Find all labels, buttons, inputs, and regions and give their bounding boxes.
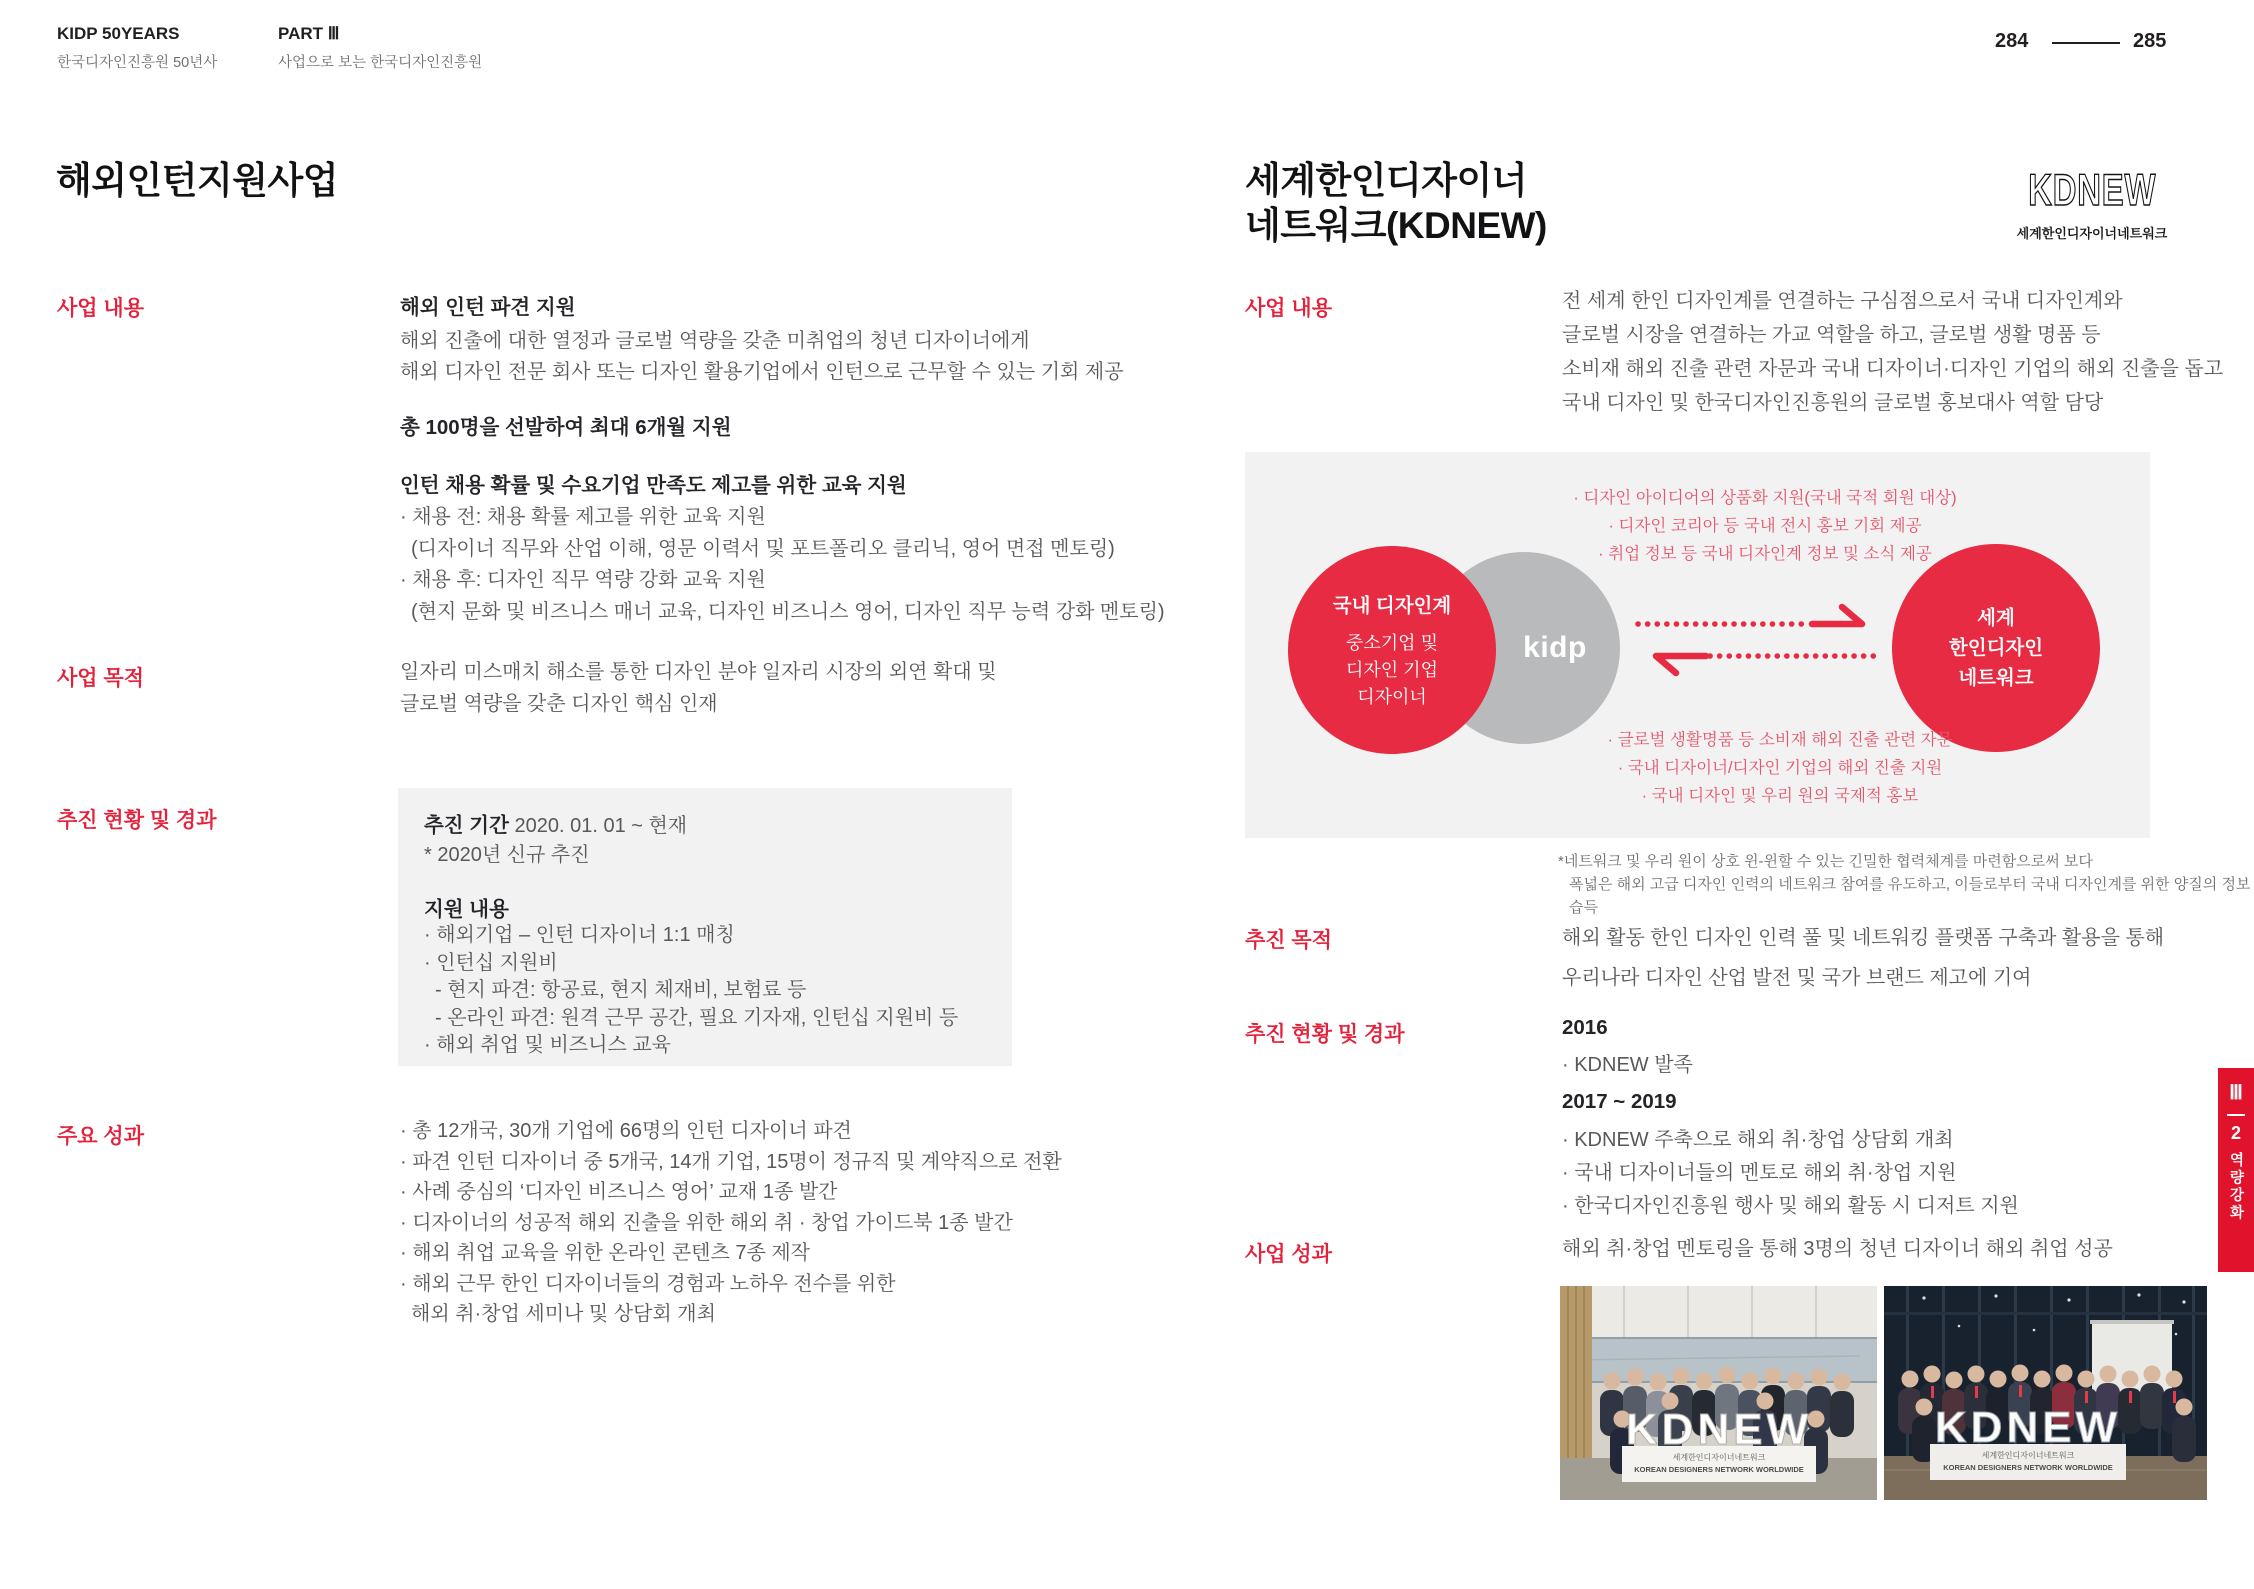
- right-page-title-line2: 네트워크(KDNEW): [1245, 205, 1547, 246]
- right-content-text: [1562, 284, 2223, 420]
- progress-2016-item: · KDNEW 발족: [1562, 1054, 1693, 1076]
- result-item-continuation: 해외 취·창업 세미나 및 상담회 개최: [411, 1303, 716, 1325]
- section-label-progress: 추진 현황 및 경과: [57, 809, 217, 832]
- photo-sign-caption2: KOREAN DESIGNERS NETWORK WORLDWIDE: [1943, 1463, 2113, 1472]
- progress-period-value: 2020. 01. 01 ~ 현재: [514, 815, 688, 837]
- kidp-logo-text: kidp: [1523, 631, 1587, 664]
- business-results-text: 해외 취·창업 멘토링을 통해 3명의 청년 디자이너 해외 취업 성공: [1562, 1238, 2113, 1260]
- bullet-before-hire-sub: (디자이너 직무와 산업 이해, 영문 이력서 및 포트폴리오 클리닉, 영어 면접 멘토링): [411, 537, 1115, 560]
- progress-period-line: [424, 810, 687, 842]
- diagram-note: · 디자인 코리아 등 국내 전시 홍보 기회 제공: [1608, 517, 1922, 535]
- content-paragraph-line2: 해외 디자인 전문 회사 또는 디자인 활용기업에서 인턴으로 근무할 수 있는 기회 제공: [400, 361, 1124, 383]
- section-label-business-content-right: 사업 내용: [1245, 297, 1332, 320]
- progress-note: * 2020년 신규 추진: [424, 844, 590, 866]
- domestic-circle-line: 디자인 기업: [1346, 659, 1438, 680]
- goal-text: [1562, 918, 2164, 998]
- chapter-side-tab: [2218, 1068, 2254, 1272]
- part-subtitle: 사업으로 보는 한국디자인진흥원: [278, 55, 483, 71]
- progress-item: · 해외 취업 및 비즈니스 교육: [424, 1034, 671, 1056]
- result-item: · 총 12개국, 30개 기업에 66명의 인턴 디자이너 파견: [400, 1120, 852, 1142]
- goal-line2: 우리나라 디자인 산업 발전 및 국가 브랜드 제고에 기여: [1562, 967, 2032, 989]
- section-label-goal: 추진 목적: [1245, 929, 1332, 952]
- goal-line1: 해외 활동 한인 디자인 인력 풀 및 네트워킹 플랫폼 구축과 활용을 통해: [1562, 927, 2165, 949]
- part-title: PART Ⅲ: [278, 24, 340, 43]
- domestic-circle-line: 디자이너: [1357, 686, 1427, 707]
- purpose-line1: 일자리 미스매치 해소를 통한 디자인 분야 일자리 시장의 외연 확대 및: [400, 661, 997, 683]
- bullet-before-hire: · 채용 전: 채용 확률 제고를 위한 교육 지원: [400, 506, 766, 528]
- section-label-business-content: 사업 내용: [57, 297, 144, 320]
- kdnew-logo: [2016, 168, 2168, 242]
- section-label-progress-right: 추진 현황 및 경과: [1245, 1023, 1405, 1046]
- progress-box: [398, 788, 1012, 1066]
- domestic-circle-line: 중소기업 및: [1346, 632, 1438, 653]
- right-page-title-line1: 세계한인디자이너: [1245, 160, 1527, 201]
- right-content-line: 글로벌 시장을 연결하는 가교 역할을 하고, 글로벌 생활 명품 등: [1562, 324, 2101, 346]
- kdnew-logo-icon: [2016, 168, 2168, 218]
- footnote-line2: 폭넓은 해외 고급 디자인 인력의 네트워크 참여를 유도하고, 이들로부터 국내 디자인계를 위한 양질의 정보 습득: [1569, 876, 2251, 916]
- progress-item: - 온라인 파견: 원격 근무 공간, 필요 기자재, 인턴십 지원비 등: [435, 1006, 959, 1029]
- section-label-purpose: 사업 목적: [57, 667, 144, 690]
- diagram-bottom-notes: [1510, 726, 2050, 810]
- brand-subtitle: 한국디자인진흥원 50년사: [57, 55, 218, 71]
- result-item: · 해외 취업 교육을 위한 온라인 콘텐츠 7종 제작: [400, 1242, 810, 1264]
- diagram-note: · 글로벌 생활명품 등 소비재 해외 진출 관련 자문: [1607, 731, 1953, 749]
- content-bullets: [400, 502, 1165, 628]
- bullet-after-hire: · 채용 후: 디자인 직무 역량 강화 교육 지원: [400, 569, 766, 591]
- page-number-left: 284: [1995, 30, 2029, 52]
- progress-year-2017-2019: 2017 ~ 2019: [1562, 1090, 1677, 1113]
- photo-sign-caption1: 세계한인디자이너네트워크: [1672, 1453, 1766, 1462]
- content-heading-3: 인턴 채용 확률 및 수요기업 만족도 제고를 위한 교육 지원: [400, 474, 907, 497]
- purpose-line2: 글로벌 역량을 갖춘 디자인 핵심 인재: [400, 693, 718, 715]
- results-list: [400, 1116, 1062, 1330]
- progress-support-title: 지원 내용: [424, 898, 509, 921]
- progress-right-item: · 국내 디자이너들의 멘토로 해외 취·창업 지원: [1562, 1162, 1957, 1184]
- side-tab-number: 2: [2230, 1123, 2241, 1143]
- purpose-text: [400, 656, 997, 720]
- content-paragraph-line1: 해외 진출에 대한 열정과 글로벌 역량을 갖춘 미취업의 청년 디자이너에게: [400, 330, 1030, 352]
- progress-year-2016: 2016: [1562, 1016, 1608, 1039]
- footnote-line1: *네트워크 및 우리 원이 상호 윈-윈할 수 있는 긴밀한 협력체계를 마련함으로써 보다: [1558, 853, 2093, 870]
- diagram-note: · 취업 정보 등 국내 디자인계 정보 및 소식 제공: [1598, 545, 1932, 563]
- side-tab-label: 역량강화: [2227, 1152, 2244, 1222]
- diagram-note: · 디자인 아이디어의 상품화 지원(국내 국적 회원 대상): [1573, 489, 1957, 507]
- domestic-design-circle: [1288, 546, 1496, 754]
- bullet-after-hire-sub: (현지 문화 및 비즈니스 매너 교육, 디자인 비즈니스 영어, 디자인 직무 능력 강화 멘토링): [411, 600, 1165, 623]
- right-page-title: [1245, 158, 1547, 248]
- section-label-results: 주요 성과: [57, 1125, 144, 1148]
- domestic-circle-title: 국내 디자인계: [1332, 594, 1452, 617]
- progress-item: - 현지 파견: 항공료, 현지 체재비, 보험료 등: [435, 979, 807, 1001]
- photo-sign-text: KDNEW: [1625, 1405, 1813, 1454]
- progress-item: · 인턴십 지원비: [424, 951, 558, 974]
- left-page-title: 해외인턴지원사업: [56, 160, 338, 201]
- brand-title: KIDP 50YEARS: [57, 24, 180, 43]
- page-number-right: 285: [2133, 30, 2167, 52]
- page-number-divider: [2052, 42, 2120, 44]
- content-heading-2: 총 100명을 선발하여 최대 6개월 지원: [400, 416, 732, 439]
- diagram-note: · 국내 디자인 및 우리 원의 국제적 홍보: [1641, 787, 1919, 805]
- right-content-line: 소비재 해외 진출 관련 자문과 국내 디자이너·디자인 기업의 해외 진출을 돕고: [1562, 358, 2224, 380]
- result-item: · 디자이너의 성공적 해외 진출을 위한 해외 취 · 창업 가이드북 1종 발간: [400, 1211, 1013, 1234]
- kdnew-circle-line: 네트워크: [1958, 667, 2034, 689]
- content-heading-1: 해외 인턴 파견 지원: [400, 296, 576, 319]
- progress-right-item: · 한국디자인진흥원 행사 및 해외 활동 시 디저트 지원: [1562, 1195, 2019, 1217]
- kdnew-circle-line: 세계: [1977, 607, 2015, 629]
- progress-period-label: 추진 기간: [424, 814, 509, 837]
- kdnew-circle: [1892, 544, 2100, 752]
- result-item: · 해외 근무 한인 디자이너들의 경험과 노하우 전수를 위한: [400, 1272, 896, 1295]
- exchange-arrows-icon: [1630, 598, 1888, 684]
- right-content-line: 전 세계 한인 디자인계를 연결하는 구심점으로서 국내 디자인계와: [1562, 290, 2123, 312]
- progress-right-item: · KDNEW 주축으로 해외 취·창업 상담회 개최: [1562, 1129, 1954, 1151]
- photo-sign-text: KDNEW: [1934, 1403, 2122, 1452]
- network-diagram: [1245, 452, 2150, 838]
- kdnew-logo-text: KDNEW: [2028, 168, 2157, 216]
- content-paragraph: [400, 326, 1124, 388]
- diagram-note: · 국내 디자이너/디자인 기업의 해외 진출 지원: [1617, 759, 1943, 777]
- kdnew-logo-caption: 세계한인디자이너네트워크: [2016, 226, 2168, 241]
- diagram-footnote: [1558, 850, 2254, 919]
- photo-sign-caption1: 세계한인디자이너네트워크: [1981, 1451, 2075, 1460]
- progress-items: [424, 922, 958, 1060]
- kdnew-circle-line: 한인디자인: [1948, 637, 2044, 659]
- result-item: · 파견 인턴 디자이너 중 5개국, 14개 기업, 15명이 정규직 및 계약직으로 전환: [400, 1150, 1062, 1173]
- photo-sign-caption2: KOREAN DESIGNERS NETWORK WORLDWIDE: [1634, 1465, 1804, 1474]
- progress-2017-items: [1562, 1124, 2019, 1223]
- result-item: · 사례 중심의 ‘디자인 비즈니스 영어’ 교재 1종 발간: [400, 1181, 838, 1203]
- section-label-business-results: 사업 성과: [1245, 1243, 1332, 1266]
- side-tab-part: Ⅲ: [2229, 1082, 2243, 1104]
- right-content-line: 국내 디자인 및 한국디자인진흥원의 글로벌 홍보대사 역할 담당: [1562, 392, 2104, 414]
- photo-kdnew-group-night: [1884, 1286, 2207, 1500]
- photo-kdnew-group-indoor: [1560, 1286, 1877, 1500]
- progress-item: · 해외기업 – 인턴 디자이너 1:1 매칭: [424, 924, 735, 946]
- side-tab-divider: [2227, 1114, 2245, 1116]
